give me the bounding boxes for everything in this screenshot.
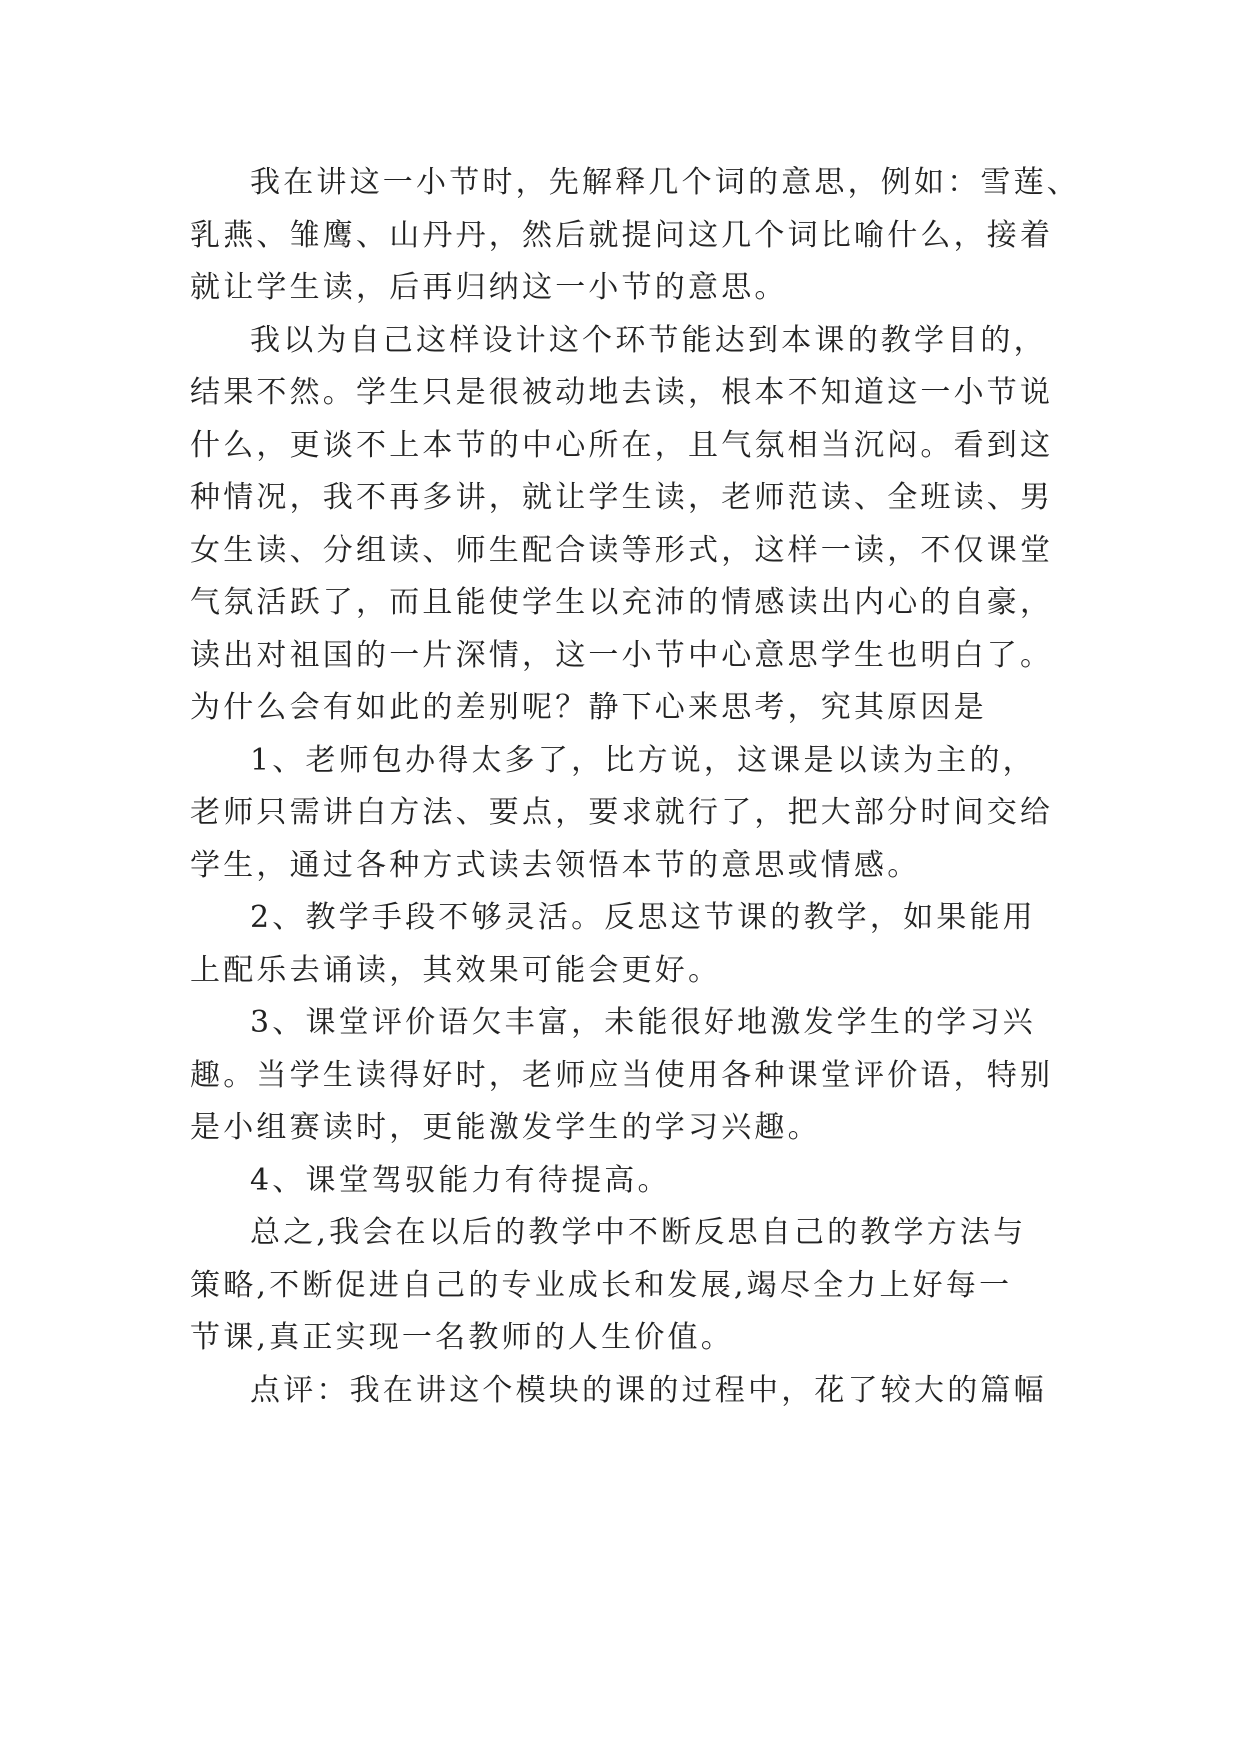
paragraph-reason-1 <box>190 735 1052 893</box>
text-line: 4、课堂驾驭能力有待提高。 <box>250 1162 671 1198</box>
text-line: 点评：我在讲这个模块的课的过程中，花了较大的篇幅 <box>250 1372 1047 1408</box>
text-line: 上配乐去诵读，其效果可能会更好。 <box>190 952 722 988</box>
text-line: 乳燕、雏鹰、山丹丹，然后就提问这几个词比喻什么，接着 <box>190 217 1054 253</box>
text-line: 3、课堂评价语欠丰富，未能很好地激发学生的学习兴 <box>250 1005 1036 1040</box>
text-line: 总之,我会在以后的教学中不断反思自己的教学方法与 <box>250 1215 1027 1250</box>
text-line: 读出对祖国的一片深情，这一小节中心意思学生也明白了。 <box>190 637 1054 673</box>
text-line: 趣。当学生读得好时，老师应当使用各种课堂评价语，特别 <box>190 1057 1054 1093</box>
text-line: 策略,不断促进自己的专业成长和发展,竭尽全力上好每一 <box>190 1267 1013 1303</box>
text-line: 我在讲这一小节时，先解释几个词的意思，例如：雪莲、 <box>250 165 1080 200</box>
paragraph-comment <box>190 1365 1052 1418</box>
paragraph-reason-2 <box>190 892 1052 997</box>
paragraph-conclusion <box>190 1207 1052 1365</box>
paragraph-reflection <box>190 315 1052 735</box>
text-line: 是小组赛读时，更能激发学生的学习兴趣。 <box>190 1110 821 1145</box>
text-line: 结果不然。学生只是很被动地去读，根本不知道这一小节说 <box>190 375 1054 410</box>
text-line: 节课,真正实现一名教师的人生价值。 <box>190 1320 734 1355</box>
text-line: 老师只需讲白方法、要点，要求就行了，把大部分时间交给 <box>190 795 1054 830</box>
text-line: 种情况，我不再多讲，就让学生读，老师范读、全班读、男 <box>190 480 1054 515</box>
text-line: 2、教学手段不够灵活。反思这节课的教学，如果能用 <box>250 900 1036 935</box>
paragraph-reason-4 <box>190 1155 1052 1208</box>
text-line: 女生读、分组读、师生配合读等形式，这样一读，不仅课堂 <box>190 532 1054 568</box>
paragraph-vocabulary <box>190 157 1080 315</box>
text-line: 1、老师包办得太多了，比方说，这课是以读为主的， <box>250 742 1036 778</box>
paragraph-reason-3 <box>190 997 1052 1155</box>
text-line: 学生，通过各种方式读去领悟本节的意思或情感。 <box>190 847 921 883</box>
text-line: 为什么会有如此的差别呢？静下心来思考，究其原因是 <box>190 690 987 725</box>
text-line: 就让学生读，后再归纳这一小节的意思。 <box>190 270 788 305</box>
text-line: 我以为自己这样设计这个环节能达到本课的教学目的， <box>250 322 1047 358</box>
text-line: 气氛活跃了，而且能使学生以充沛的情感读出内心的自豪， <box>190 585 1054 620</box>
document-body <box>190 157 1080 1417</box>
text-line: 什么，更谈不上本节的中心所在，且气氛相当沉闷。看到这 <box>190 427 1054 463</box>
